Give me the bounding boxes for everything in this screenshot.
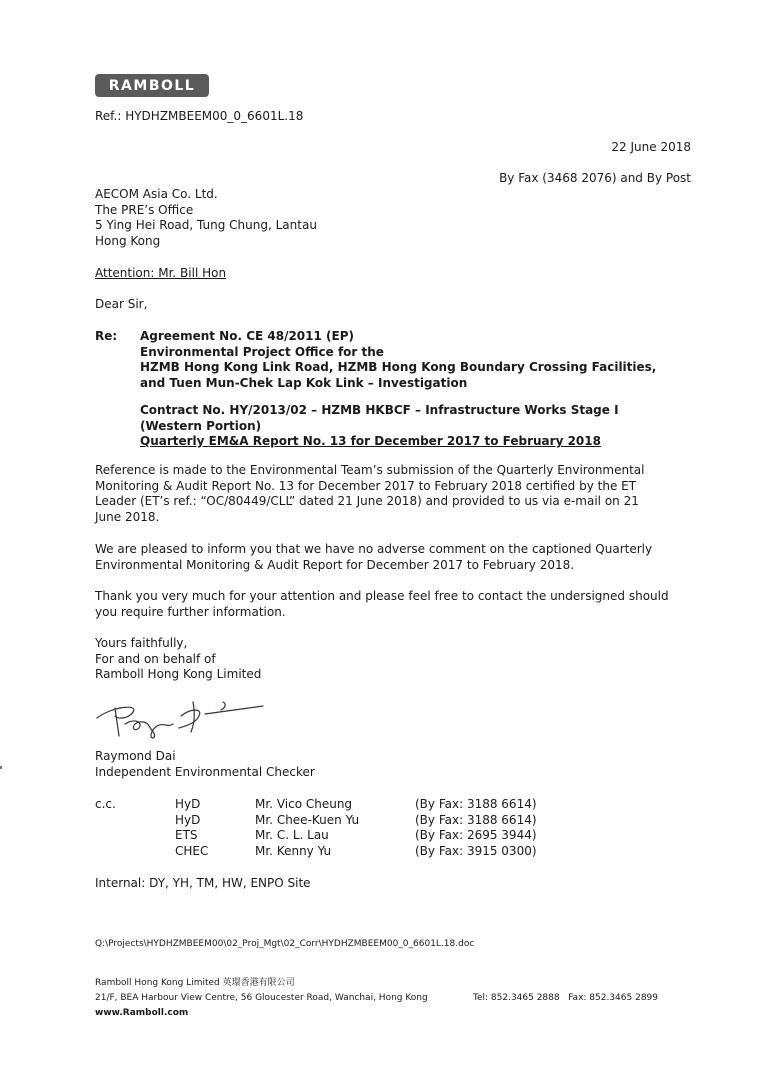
cc-name: Mr. Chee-Kuen Yu [255,812,360,827]
salutation: Dear Sir, [95,297,148,311]
closing-block [95,636,261,683]
cc-row [175,813,537,829]
cc-row [175,828,537,844]
file-path: Q:\Projects\HYDHZMBEEM00\02_Proj_Mgt\02_Corr\HYDHZMBEEM00_0_6601L.18.doc [95,939,475,949]
address-line: Hong Kong [95,233,161,248]
paragraph-line: you require further information. [95,604,286,619]
reference-number: Ref.: HYDHZMBEEM00_0_6601L.18 [95,109,304,123]
paragraph-line: Reference is made to the Environmental Team’s submission of the Quarterly Environmental [95,463,645,477]
footer-fax: Fax: 852.3465 2899 [568,993,658,1003]
cc-fax: (By Fax: 3188 6614) [415,797,537,811]
cc-org: HyD [175,797,201,811]
paragraph-line: June 2018. [95,509,160,524]
cc-fax: (By Fax: 3188 6614) [415,812,537,827]
attention-line: Attention: Mr. Bill Hon [95,266,227,280]
paragraph-line: Thank you very much for your attention and please feel free to contact the undersigned should [95,589,669,603]
cc-org: CHEC [175,843,209,858]
closing-line: Yours faithfully, [95,636,188,650]
subject-line: Environmental Project Office for the [140,344,384,359]
paragraph-line: We are pleased to inform you that we have no adverse comment on the captioned Quarterly [95,542,653,556]
contract-line: (Western Portion) [140,418,262,433]
cc-row [175,844,537,860]
footer-website[interactable]: www.Ramboll.com [95,1008,189,1018]
signer-name: Raymond Dai [95,749,176,763]
cc-row [175,797,537,813]
address-line: The PRE’s Office [95,202,194,217]
subject-contract [140,403,692,450]
footer-company: Ramboll Hong Kong Limited [95,978,220,988]
delivery-method: By Fax (3468 2076) and By Post [499,171,691,185]
scan-mark [0,766,2,769]
cc-name: Mr. C. L. Lau [255,828,329,842]
subject-agreement [140,329,692,391]
cc-table [175,797,537,859]
handwritten-signature [95,698,265,740]
footer-contact [473,991,658,1006]
paragraph-line: Leader (ET’s ref.: “OC/80449/CLL” dated 21 June 2018) and provided to us via e-mail on 21 [95,494,639,508]
recipient-address [95,187,317,249]
report-title: Quarterly EM&A Report No. 13 for December 2017 to February 2018 [140,434,601,448]
internal-distribution: Internal: DY, YH, TM, HW, ENPO Site [95,876,311,890]
logo-text: RAMBOLL [108,77,196,94]
body-paragraph-comment [95,542,692,573]
subject-label: Re: [95,329,118,343]
paragraph-line: Environmental Monitoring & Audit Report for December 2017 to February 2018. [95,557,575,572]
signer-block [95,749,315,780]
subject-line: HZMB Hong Kong Link Road, HZMB Hong Kong Boundary Crossing Facilities, [140,360,657,374]
letter-date: 22 June 2018 [611,140,691,154]
subject-line: and Tuen Mun-Chek Lap Kok Link – Investigation [140,375,468,390]
subject-line: Agreement No. CE 48/2011 (EP) [140,329,354,343]
closing-line: Ramboll Hong Kong Limited [95,667,262,681]
footer-company-chinese: 英環香港有限公司 [222,978,295,988]
cc-name: Mr. Vico Cheung [255,797,353,811]
cc-name: Mr. Kenny Yu [255,843,332,858]
address-line: 5 Ying Hei Road, Tung Chung, Lantau [95,218,317,232]
cc-label: c.c. [95,797,116,811]
address-line: AECOM Asia Co. Ltd. [95,187,218,201]
footer [95,976,428,1021]
cc-fax: (By Fax: 2695 3944) [415,828,537,842]
cc-org: ETS [175,828,198,842]
signer-title: Independent Environmental Checker [95,764,315,779]
paragraph-line: Monitoring & Audit Report No. 13 for December 2017 to February 2018 certified by the ET [95,478,637,493]
footer-tel: Tel: 852.3465 2888 [473,993,560,1003]
cc-fax: (By Fax: 3915 0300) [415,843,537,858]
contract-line: Contract No. HY/2013/02 – HZMB HKBCF – Infrastructure Works Stage I [140,403,619,417]
ramboll-logo [95,74,209,97]
cc-org: HyD [175,812,201,827]
footer-company-line [95,976,428,991]
body-paragraph-thanks [95,589,692,620]
body-paragraph-reference [95,463,692,525]
footer-address: 21/F, BEA Harbour View Centre, 56 Gloucester Road, Wanchai, Hong Kong [95,993,428,1003]
closing-line: For and on behalf of [95,651,216,666]
